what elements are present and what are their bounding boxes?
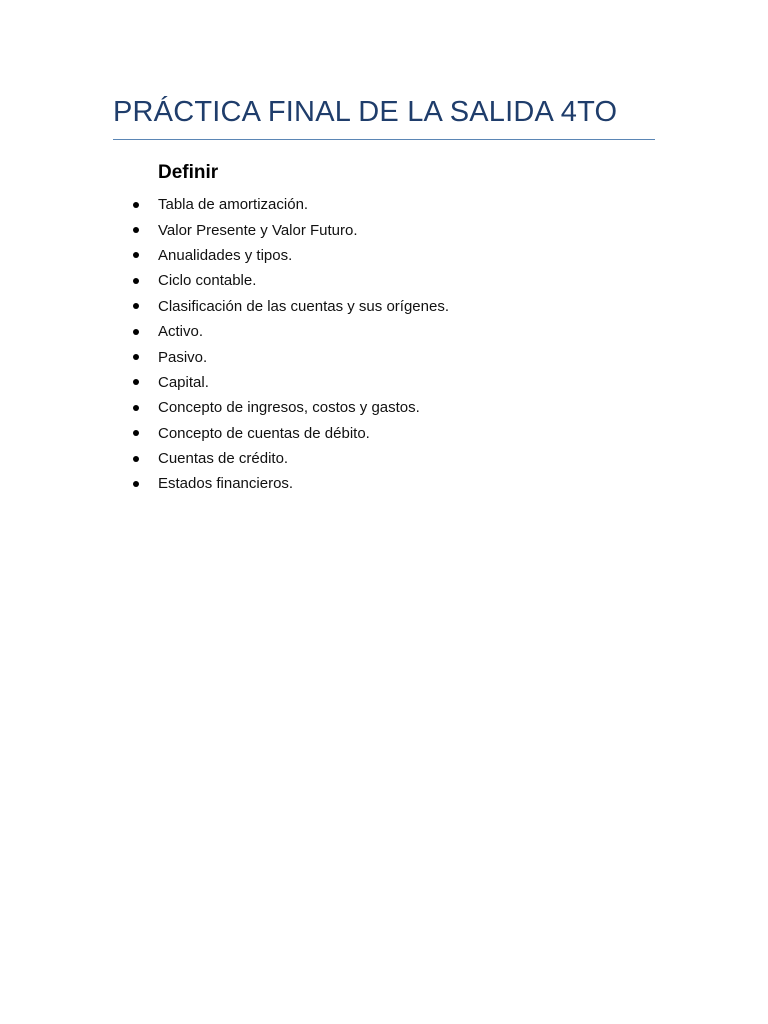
list-item-text: Cuentas de crédito. <box>158 450 289 468</box>
bullet-icon <box>133 303 139 309</box>
bullet-icon <box>133 202 139 208</box>
document-title: PRÁCTICA FINAL DE LA SALIDA 4TO <box>113 96 618 128</box>
list-item-text: Clasificación de las cuentas y sus orígenes. <box>158 297 449 315</box>
list-item-text: Capital. <box>158 373 209 391</box>
list-item-text: Anualidades y tipos. <box>158 246 293 264</box>
list-item <box>133 471 449 496</box>
section-heading: Definir <box>158 162 219 183</box>
definition-list <box>133 192 449 497</box>
list-item-text: Concepto de ingresos, costos y gastos. <box>158 399 420 417</box>
list-item-text: Valor Presente y Valor Futuro. <box>158 221 358 239</box>
list-item-text: Activo. <box>158 323 204 341</box>
bullet-icon <box>133 430 139 436</box>
bullet-icon <box>133 379 139 385</box>
list-item <box>133 421 449 446</box>
bullet-icon <box>133 227 139 233</box>
list-item <box>133 192 449 217</box>
list-item <box>133 319 449 344</box>
bullet-icon <box>133 329 139 335</box>
list-item <box>133 243 449 268</box>
bullet-icon <box>133 354 139 360</box>
list-item-text: Ciclo contable. <box>158 272 257 290</box>
list-item-text: Tabla de amortización. <box>158 196 309 214</box>
list-item <box>133 217 449 242</box>
list-item <box>133 395 449 420</box>
bullet-icon <box>133 405 139 411</box>
list-item <box>133 446 449 471</box>
list-item <box>133 294 449 319</box>
list-item <box>133 370 449 395</box>
list-item <box>133 268 449 293</box>
list-item <box>133 344 449 369</box>
bullet-icon <box>133 456 139 462</box>
list-item-text: Estados financieros. <box>158 475 294 493</box>
title-underline <box>113 139 655 140</box>
bullet-icon <box>133 252 139 258</box>
list-item-text: Concepto de cuentas de débito. <box>158 424 370 442</box>
bullet-icon <box>133 278 139 284</box>
bullet-icon <box>133 481 139 487</box>
list-item-text: Pasivo. <box>158 348 208 366</box>
